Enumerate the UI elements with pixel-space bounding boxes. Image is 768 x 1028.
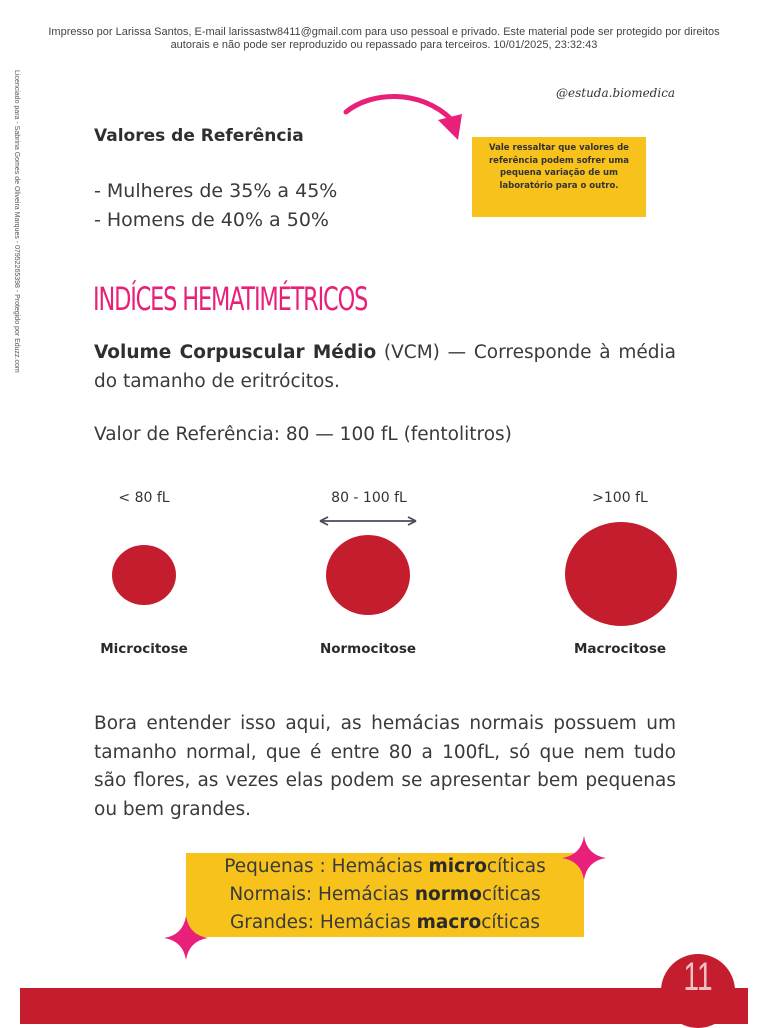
footer-bar	[20, 988, 748, 1024]
vcm-definition	[94, 338, 676, 396]
microcyte-circle	[112, 545, 176, 605]
reference-values-title: Valores de Referência	[94, 126, 304, 146]
reference-women: - Mulheres de 35% a 45%	[94, 180, 338, 202]
normocyte-circle	[326, 535, 410, 615]
micro-range-label: < 80 fL	[118, 490, 170, 506]
classification-normal: Normais: Hemácias normocíticas	[229, 884, 541, 905]
normo-range-label: 80 - 100 fL	[331, 490, 407, 506]
macrocitose-label: Macrocitose	[573, 641, 667, 657]
vcm-reference-value: Valor de Referência: 80 — 100 fL (fentolitros)	[94, 424, 512, 445]
side-license-text: Licenciado para - Sabrina Gomes de Oliveira Marques - 07952265398 - Protegido por Eduzz.com	[13, 70, 20, 373]
macro-range-label: >100 fL	[592, 490, 648, 506]
curved-arrow-icon	[340, 90, 470, 160]
page-number: 11	[683, 955, 713, 999]
classification-small: Pequenas : Hemácias microcíticas	[224, 856, 546, 877]
microcitose-label: Microcitose	[100, 641, 188, 657]
classification-large: Grandes: Hemácias macrocíticas	[229, 912, 541, 933]
note-text: Vale ressaltar que valores de referência podem sofrer uma pequena variação de um laboratório para o outro.	[488, 143, 629, 191]
range-double-arrow-icon	[318, 514, 418, 528]
side-license	[8, 70, 26, 373]
sparkle-icon	[162, 914, 210, 962]
instagram-handle: @estuda.biomedica	[556, 86, 676, 100]
reference-men: - Homens de 40% a 50%	[94, 209, 329, 231]
vcm-term: Volume Corpuscular Médio	[94, 342, 377, 363]
explanation-paragraph: Bora entender isso aqui, as hemácias normais possuem um tamanho normal, que é entre 80 a 100fL, só que nem tudo são flores, as vezes elas podem se apresentar bem pequenas ou bem grandes.	[94, 713, 676, 820]
print-notice: Impresso por Larissa Santos, E-mail larissastw8411@gmail.com para uso pessoal e privado. Este material pode ser protegido por direitos autorais e não pode ser reproduzido ou repassado para terceiros. 10/01/2025, 23:32:43	[48, 26, 720, 51]
vcm-definition-text: (VCM) — Corresponde à média do tamanho de eritrócitos.	[94, 342, 677, 392]
macrocyte-circle	[565, 522, 677, 626]
sparkle-icon	[560, 834, 608, 882]
normocitose-label: Normocitose	[319, 641, 417, 657]
section-title: INDÍCES HEMATIMÉTRICOS	[93, 280, 368, 318]
